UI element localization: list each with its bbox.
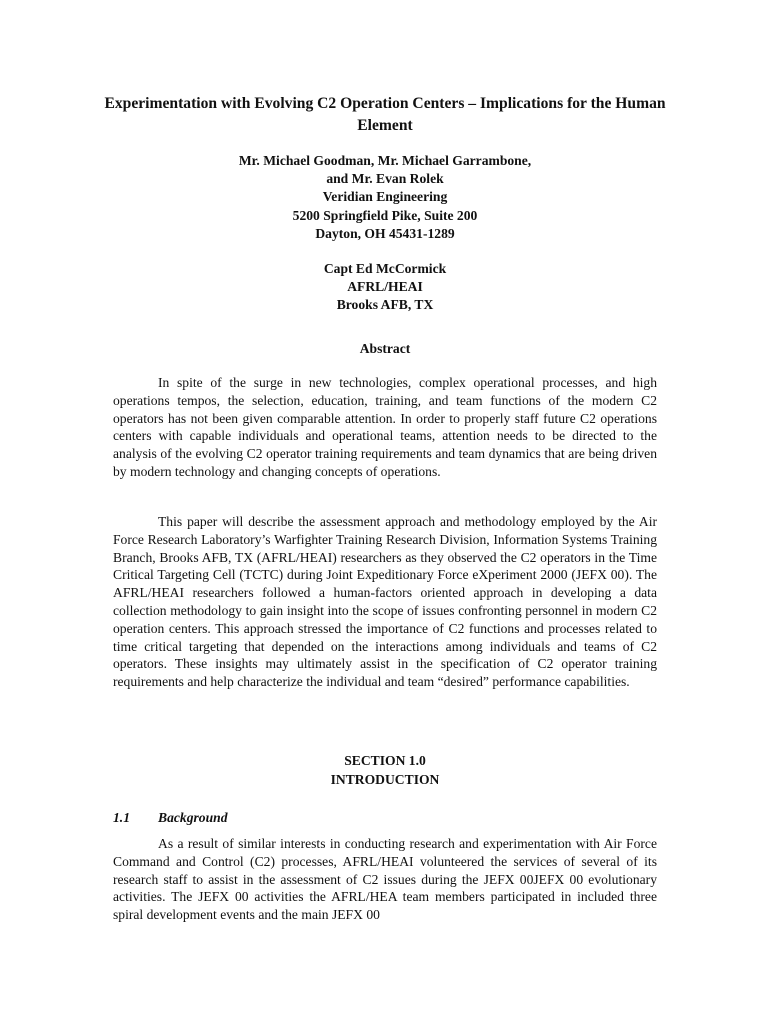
author-line: and Mr. Evan Rolek [326,171,444,187]
body-paragraph: As a result of similar interests in conducting research and experimentation with Air Force Command and Control (C2) processes, AFRL/HEAI volunteered the services of several of its research staff to assist in the assessment of C2 issues during the JEFX 00JEFX 00 evolutionary activities. The JEFX 00 activities the AFRL/HEA team members participated in included three spiral development events and the main JEFX 00 [113,836,657,923]
affiliation-line: AFRL/HEAI [347,279,423,295]
author-line: Capt Ed McCormick [323,261,447,276]
section-title: INTRODUCTION [330,771,440,787]
subsection-heading [113,809,228,827]
author-line: Mr. Michael Goodman, Mr. Michael Garrambone, [238,153,532,168]
second-author-block [150,260,620,315]
paper-title: Experimentation with Evolving C2 Operation Centers – Implications for the Human Element [104,95,666,134]
address-line: Brooks AFB, TX [336,297,434,313]
section-number: SECTION 1.0 [344,753,426,768]
affiliation-line: Veridian Engineering [322,189,448,205]
author-affiliation-block [150,152,620,243]
abstract-heading: Abstract [359,341,411,356]
subsection-number: 1.1 [113,810,130,825]
section-heading [150,752,620,789]
subsection-title: Background [158,810,228,825]
abstract-paragraph: This paper will describe the assessment approach and methodology employed by the Air Force Research Laboratory’s Warfighter Training Research Division, Information Systems Training Branch, Brooks AFB, TX (AFRL/HEAI) researchers as they observed the C2 operators in the Time Critical Targeting Cell (TCTC) during Joint Expeditionary Force eXperiment 2000 (JEFX 00). The AFRL/HEAI researchers followed a human-factors oriented approach in developing a data collection methodology to gain insight into the scope of issues confronting personnel in modern C2 operation centers. This approach stressed the importance of C2 functions and processes related to time critical targeting that depended on the interactions among individuals and teams of C2 operators. These insights may ultimately assist in the specification of C2 operator training requirements and help characterize the individual and team “desired” performance capabilities. [113,514,657,690]
address-line: 5200 Springfield Pike, Suite 200 [292,207,478,223]
address-line: Dayton, OH 45431-1289 [315,225,455,241]
abstract-paragraph: In spite of the surge in new technologies, complex operational processes, and high operations tempos, the selection, education, training, and team functions of the modern C2 operators has not been given comparable attention. In order to properly staff future C2 operations centers with capable individuals and operational teams, attention needs to be directed to the analysis of the evolving C2 operator training requirements and team dynamics that are being driven by modern technology and changing concepts of operations. [113,375,657,479]
